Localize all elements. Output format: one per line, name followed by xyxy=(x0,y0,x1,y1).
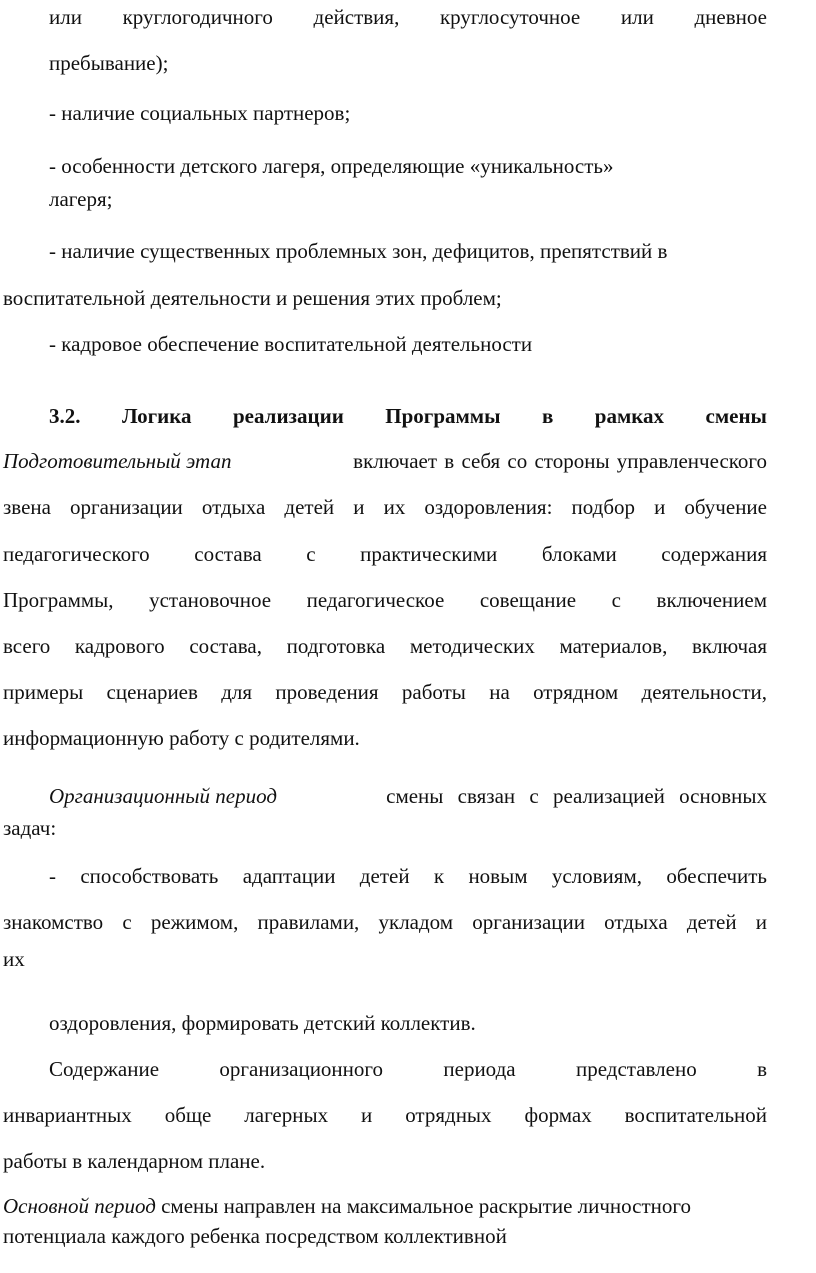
bullet-features-line-2: лагеря; xyxy=(49,187,113,211)
section-heading xyxy=(49,403,767,429)
heading-word: Логика xyxy=(121,404,192,428)
prep-line-5: всего кадрового состава, подготовка методических материалов, включая xyxy=(3,634,767,658)
list-continuation-line-2: пребывание); xyxy=(49,51,169,75)
org-task-line-4: оздоровления, формировать детский коллектив. xyxy=(49,1011,476,1035)
word: круглосуточное xyxy=(439,5,581,29)
org-line-2: задач: xyxy=(3,816,57,840)
prep-line-1-text: включает в себя со стороны управленческого xyxy=(353,449,767,473)
heading-word: реализации xyxy=(232,404,344,428)
org-content-line-2: инвариантных обще лагерных и отрядных формах воспитательной xyxy=(3,1103,767,1127)
org-task-line-2: знакомство с режимом, правилами, укладом организации отдыха детей и xyxy=(3,910,767,934)
org-task-line-3: их xyxy=(3,947,25,971)
bullet-features-line-1: - особенности детского лагеря, определяющие «уникальность» xyxy=(49,154,614,178)
main-period-term: Основной период xyxy=(3,1194,156,1218)
prep-line-7: информационную работу с родителями. xyxy=(3,726,360,750)
org-line-1-text: смены связан с реализацией основных xyxy=(386,784,767,808)
prep-line-4: Программы, установочное педагогическое совещание с включением xyxy=(3,588,767,612)
org-content-line-3: работы в календарном плане. xyxy=(3,1149,266,1173)
heading-word: в xyxy=(541,404,554,428)
bullet-problems-line-1: - наличие существенных проблемных зон, дефицитов, препятствий в xyxy=(49,239,668,263)
heading-word: смены xyxy=(705,404,767,428)
prep-line-2: звена организации отдыха детей и их оздоровления: подбор и обучение xyxy=(3,495,767,519)
prep-line-6: примеры сценариев для проведения работы на отрядном деятельности, xyxy=(3,680,767,704)
word: круглогодичного xyxy=(122,5,273,29)
prep-line-1 xyxy=(3,448,767,474)
word: дневное xyxy=(694,5,767,29)
org-line-1 xyxy=(49,783,767,809)
list-continuation-line-1 xyxy=(49,4,767,30)
bullet-problems-line-2: воспитательной деятельности и решения этих проблем; xyxy=(3,286,502,310)
word: или xyxy=(620,5,654,29)
prep-line-3: педагогического состава с практическими блоками содержания xyxy=(3,542,767,566)
org-period-term: Организационный период xyxy=(49,784,277,808)
prep-stage-term: Подготовительный этап xyxy=(3,449,232,473)
heading-word: рамках xyxy=(594,404,665,428)
main-line-2: потенциала каждого ребенка посредством коллективной xyxy=(3,1224,507,1248)
org-content-line-1: Содержание организационного периода представлено в xyxy=(49,1057,767,1081)
heading-word: 3.2. xyxy=(49,404,81,428)
word: действия, xyxy=(313,5,400,29)
bullet-social-partners: - наличие социальных партнеров; xyxy=(49,101,351,125)
main-line-1 xyxy=(3,1193,803,1219)
heading-word: Программы xyxy=(385,404,501,428)
bullet-staff: - кадровое обеспечение воспитательной деятельности xyxy=(49,332,533,356)
main-line-1-text: смены направлен на максимальное раскрытие личностного xyxy=(155,1194,692,1218)
word: или xyxy=(49,5,82,29)
org-task-line-1: - способствовать адаптации детей к новым условиям, обеспечить xyxy=(49,864,767,888)
